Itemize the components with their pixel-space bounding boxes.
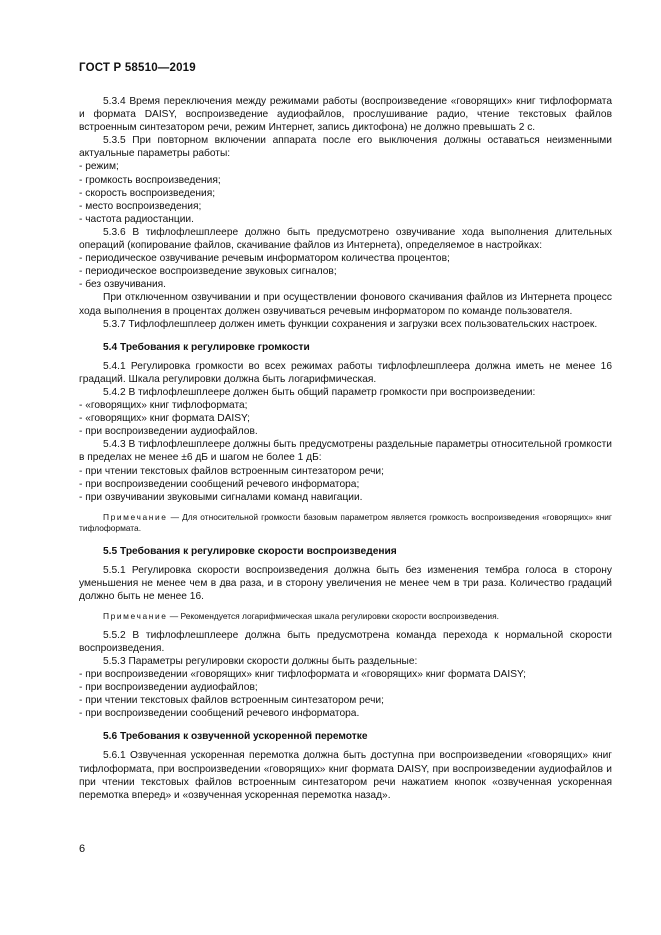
list-item: - при воспроизведении сообщений речевого информатора; — [79, 478, 360, 490]
page-body — [79, 95, 612, 802]
document-header: ГОСТ Р 58510—2019 — [79, 62, 196, 74]
list-item: - скорость воспроизведения; — [79, 187, 216, 199]
clause-5-3-4: 5.3.4 Время переключения между режимами работы (воспроизведение «говорящих» книг тифлоформата и формата DAISY, воспроизведение аудиофайлов, прослушивание радио, чтение текстовых файлов встроенным синтезатором речи, режим Интернет, запись диктофона) не должно превышать 2 с. — [79, 96, 612, 134]
clause-5-5-3: 5.5.3 Параметры регулировки скорости должны быть раздельные: — [103, 655, 418, 667]
page-number: 6 — [79, 843, 86, 855]
list-item: - периодическое воспроизведение звуковых сигналов; — [79, 266, 337, 278]
list-item: - громкость воспроизведения; — [79, 174, 221, 186]
clause-5-3-5: 5.3.5 При повторном включении аппарата после его выключения должны оставаться неизменными актуальные параметры работы: — [79, 135, 612, 160]
list-item: - «говорящих» книг тифлоформата; — [79, 400, 248, 412]
list-item: - без озвучивания. — [79, 279, 167, 291]
clause-5-3-7: 5.3.7 Тифлофлешплеер должен иметь функции сохранения и загрузки всех пользовательских настроек. — [103, 318, 598, 330]
list-item: - при воспроизведении аудиофайлов; — [79, 682, 258, 694]
list-item: - при воспроизведении сообщений речевого информатора. — [79, 708, 360, 720]
list-item: - при воспроизведении «говорящих» книг тифлоформата и «говорящих» книг формата DAISY; — [79, 668, 526, 680]
note-text: — Рекомендуется логарифмическая шкала регулировки скорости воспроизведения. — [167, 611, 499, 622]
clause-5-6-1: 5.6.1 Озвученная ускоренная перемотка должна быть доступна при воспроизведении «говорящих» книг тифлоформата, при воспроизведении «говорящих» книг формата DAISY, при воспроизведении аудиофайлов и при чтении текстовых файлов встроенным синтезатором речи нажатием кнопок «озвученная ускоренная перемотка вперед» и «озвученная ускоренная перемотка назад». — [79, 750, 612, 801]
note-label: Примечание — [103, 511, 168, 522]
note-label: Примечание — [103, 611, 168, 622]
list-item: - при воспроизведении аудиофайлов. — [79, 426, 258, 438]
section-heading-5-6: 5.6 Требования к озвученной ускоренной перемотке — [103, 731, 368, 743]
clause-5-5-1: 5.5.1 Регулировка скорости воспроизведения должна быть без изменения тембра голоса в сторону уменьшения не менее чем в два раза, и в сторону увеличения не менее чем в три раза. Количество градаций должно быть не менее 16. — [79, 564, 612, 603]
clause-5-4-1: 5.4.1 Регулировка громкости во всех режимах работы тифлофлешплеера должна иметь не менее 16 градаций. Шкала регулировки должна быть логарифмическая. — [79, 360, 612, 385]
section-heading-5-4: 5.4 Требования к регулировке громкости — [103, 341, 310, 353]
clause-5-4-3: 5.4.3 В тифлофлешплеере должны быть предусмотрены раздельные параметры относительной громкости в пределах не менее ±6 дБ и шагом не более 1 дБ: — [79, 439, 612, 464]
list-item: - режим; — [79, 161, 119, 173]
list-item: - при чтении текстовых файлов встроенным синтезатором речи; — [79, 465, 384, 477]
clause-5-3-6-continuation: При отключенном озвучивании и при осуществлении фонового скачивания файлов из Интернета процесс хода выполнения в процентах должен озвучиваться речевым информатором по команде пользователя. — [79, 292, 612, 317]
clause-5-3-6: 5.3.6 В тифлофлешплеере должно быть предусмотрено озвучивание хода выполнения длительных операций (копирование файлов, скачивание файлов из Интернета), определяемое в настройках: — [79, 226, 612, 252]
list-item: - «говорящих» книг формата DAISY; — [79, 413, 251, 425]
note-text: — Для относительной громкости базовым параметром является громкость воспроизведения «говорящих» книг тифлоформата. — [79, 511, 612, 534]
section-heading-5-5: 5.5 Требования к регулировке скорости воспроизведения — [103, 545, 397, 557]
clause-5-4-2: 5.4.2 В тифлофлешплеере должен быть общий параметр громкости при воспроизведении: — [103, 386, 536, 398]
clause-5-5-2: 5.5.2 В тифлофлешплеере должна быть предусмотрена команда перехода к нормальной скорости воспроизведения. — [79, 629, 612, 654]
note-5-5 — [79, 611, 612, 623]
list-item: - периодическое озвучивание речевым информатором количества процентов; — [79, 253, 450, 265]
list-item: - место воспроизведения; — [79, 200, 202, 212]
list-item: - при чтении текстовых файлов встроенным синтезатором речи; — [79, 695, 384, 707]
list-item: - частота радиостанции. — [79, 213, 194, 225]
list-item: - при озвучивании звуковыми сигналами команд навигации. — [79, 491, 363, 503]
note-5-4 — [79, 512, 612, 535]
